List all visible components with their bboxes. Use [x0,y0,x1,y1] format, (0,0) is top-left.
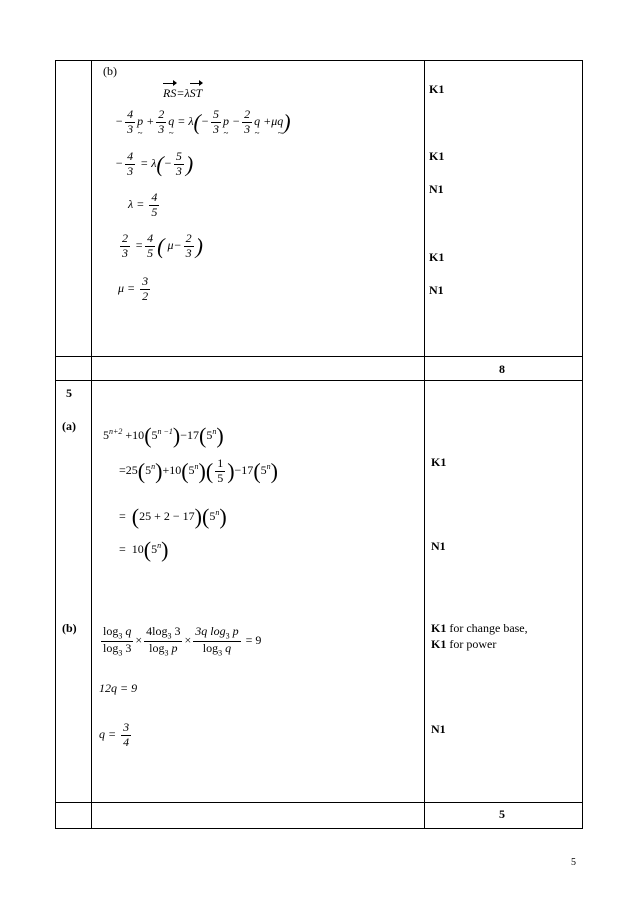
q5b-line-1: $\frac{\log_3 q}{\log_3 3}$ × $\frac{4\log_3 3}{\log_3 p}$ × $\frac{3q \log_3 p}{\log_3 q}$ = 9 [103,624,262,657]
mark-5b-3: N1 [431,722,446,736]
mark-5b-1: K1 for change base, [431,621,528,635]
table-bottom-border [55,828,583,829]
q5a-line-3: = $(25 + 2 - 17)(5^n)$ [119,504,227,529]
table-top-border [55,60,583,61]
table-right-border [582,60,583,828]
mark-4b-4: K1 [429,250,445,264]
table-left-border [55,60,56,828]
row-divider-2 [55,380,583,381]
equation-line-3: − $\frac{4}{3}$ = λ(− $\frac{5}{3}$ ) [115,149,194,178]
q5a-line-1: $5^{n+2} +10(5^{n -1})-17(5^n)$ [103,423,224,448]
equation-line-4: λ = $\frac{4}{5}$ [128,190,158,219]
total-marks-4: 8 [499,362,505,376]
vector-rs: RS [163,86,177,100]
equation-line-2: − $\frac{4}{3}$ p ~ + $\frac{2}{3}$ q ~ = λ(− $\frac{5}{3}$ p ~ − $\frac{2}{3}$ q ~ +μq ~) [115,108,291,137]
mark-4b-1: K1 [429,82,445,96]
q5a-line-4: = 10(5$^n$) [119,537,169,562]
column-divider-1 [91,60,92,828]
mark-5b-2: K1 for power [431,637,497,651]
equation-line-5: $\frac{2}{3}$ = $\frac{4}{5}$ ( μ− $\frac{2}{3}$ ) [122,231,203,260]
vector-st: ST [189,86,203,100]
column-divider-2 [424,60,425,828]
page-number: 5 [571,857,576,868]
equation-vector-rs: RS=λST [163,86,203,100]
row-divider-1 [55,356,583,357]
row-divider-3 [55,802,583,803]
total-marks-5: 5 [499,807,505,821]
part-b-label-5: (b) [62,621,77,635]
mark-5a-1: K1 [431,455,447,469]
q5b-line-2: 12q = 9 [99,681,138,695]
equation-line-6: μ = $\frac{3}{2}$ [118,274,149,303]
q5a-line-2: $=25(5^n)+10(5^n)$( $\frac{1}{5}$ )$-17(5^n)$ [119,456,278,485]
mark-4b-2: K1 [429,149,445,163]
question-number-5: 5 [66,386,72,400]
mark-4b-5: N1 [429,283,444,297]
part-a-label: (a) [62,419,76,433]
mark-5a-2: N1 [431,539,446,553]
part-b-label: (b) [103,64,117,78]
mark-4b-3: N1 [429,182,444,196]
q5b-line-3: q = $\frac{3}{4}$ [99,720,130,749]
